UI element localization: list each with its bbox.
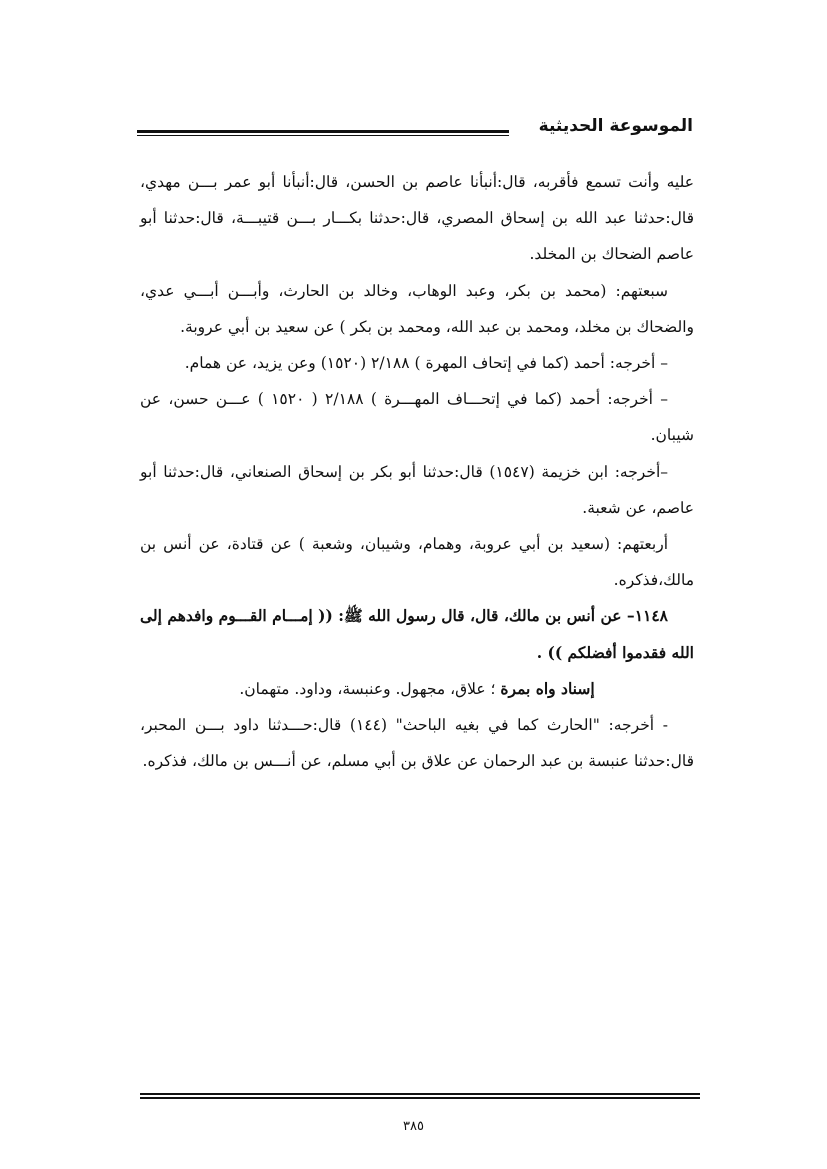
isnad-note: [140, 671, 694, 707]
running-header: [137, 112, 699, 142]
paragraph-9: - أخرجه: "الحارث كما في بغيه الباحث" (١٤٤) قال:حـــدثنا داود بـــن المحبر، قال:حدثنا عنبسة بن عبد الرحمان عن علاق بن أبي مسلم، عن أنـــس بن مالك، فذكره.: [140, 716, 694, 771]
hadith-heading: ١١٤٨– عن أنس بن مالك، قال، قال رسول الله ﷺ: (( إمـــام القـــوم وافدهم إلى الله فقدموا أفضلكم )) .: [140, 606, 694, 662]
page-body: [140, 164, 694, 779]
page-number: ٣٨٥: [403, 1119, 424, 1134]
paragraph-4: – أخرجه: أحمد (كما في إتحـــاف المهـــرة ) ٢/١٨٨ ( ١٥٢٠ ) عـــن حسن، عن شيبان.: [140, 390, 694, 445]
header-title: الموسوعة الحديثية: [533, 112, 699, 140]
header-rule: [137, 130, 509, 136]
isnad-note-bold: إسناد واه بمرة: [500, 678, 595, 698]
paragraph-5: –أخرجه: ابن خزيمة (١٥٤٧) قال:حدثنا أبو بكر بن إسحاق الصنعاني، قال:حدثنا أبو عاصم، عن شعبة.: [140, 462, 694, 517]
paragraph-6: أربعتهم: (سعيد بن أبي عروبة، وهمام، وشيبان، وشعبة ) عن قتادة، عن أنس بن مالك،فذكره.: [140, 535, 694, 590]
paragraph-1: عليه وأنت تسمع فأقربه، قال:أنبأنا عاصم بن الحسن، قال:أنبأنا أبو عمر بـــن مهدي، قال:حدثنا عبد الله بن إسحاق المصري، قال:حدثنا بكـــار بـــن قتيبـــة، قال:حدثنا أبو عاصم الضحاك بن المخلد.: [140, 173, 694, 264]
paragraph-2: سبعتهم: (محمد بن بكر، وعبد الوهاب، وخالد بن الحارث، وأبـــن أبـــي عدي، والضحاك بن مخلد، ومحمد بن عبد الله، ومحمد بن بكر ) عن سعيد بن أبي عروبة.: [140, 281, 694, 336]
paragraph-3: – أخرجه: أحمد (كما في إتحاف المهرة ) ٢/١٨٨ (١٥٢٠) وعن يزيد، عن همام.: [184, 354, 668, 373]
footer-rule: [140, 1093, 700, 1099]
isnad-note-rest: ؛ علاق، مجهول. وعنبسة، وداود. متهمان.: [239, 679, 501, 698]
